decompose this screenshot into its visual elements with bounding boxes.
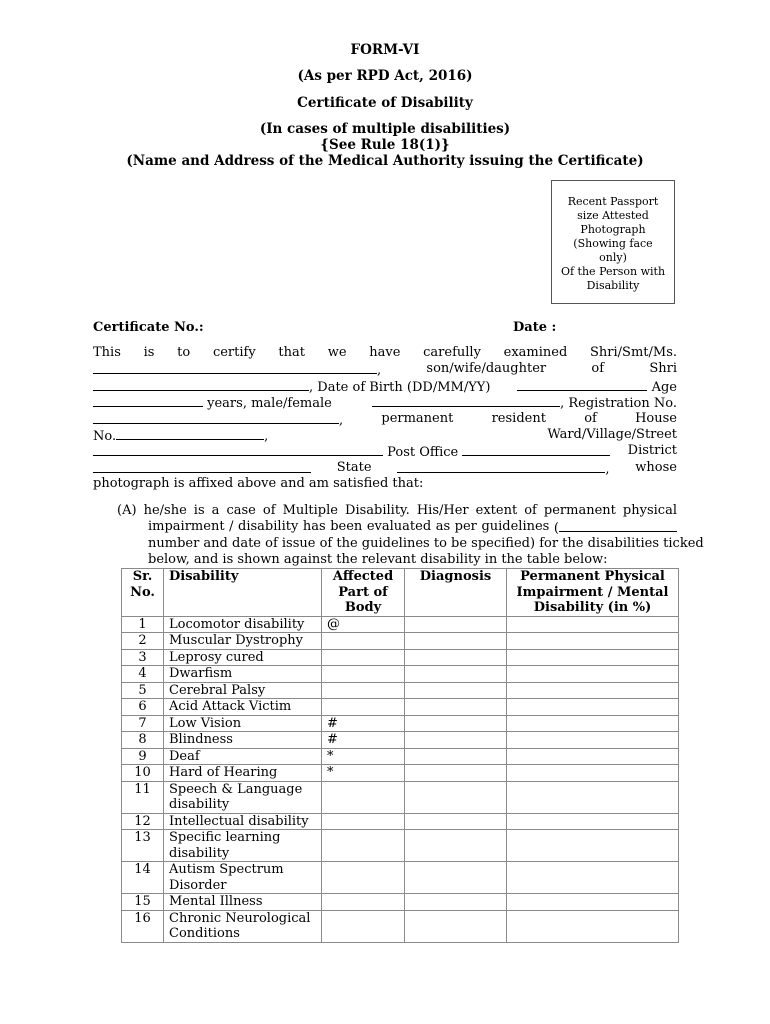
affected-part-cell[interactable]: * (322, 765, 405, 782)
text: have (369, 345, 401, 360)
text: below, and is shown against the relevant disability in the table below: (148, 552, 608, 568)
text: District (627, 443, 677, 459)
percentage-cell[interactable] (507, 813, 679, 830)
table-row (122, 830, 679, 862)
table-row (122, 894, 679, 911)
street-blank[interactable] (93, 443, 383, 456)
registration-blank[interactable] (372, 394, 560, 407)
text: certify (212, 345, 256, 360)
affected-part-header (322, 569, 405, 617)
text: extent (475, 503, 518, 518)
diagnosis-cell[interactable] (405, 732, 507, 749)
affected-part-cell[interactable]: @ (322, 616, 405, 633)
affected-part-cell[interactable] (322, 682, 405, 699)
text: per (454, 519, 477, 535)
table-row (122, 616, 679, 633)
percentage-cell[interactable] (507, 894, 679, 911)
text: No. (93, 428, 117, 444)
disability-cell (164, 666, 322, 683)
disability-name: Deaf (169, 748, 200, 764)
disability-name: Chronic Neurological (169, 910, 311, 926)
table-row (122, 862, 679, 894)
certify-line-6 (93, 427, 677, 443)
text: years, male/female (207, 396, 332, 412)
affected-part-cell[interactable] (322, 781, 405, 813)
text: House (635, 410, 677, 426)
text: Shri/Smt/Ms. (590, 345, 677, 360)
disability-name: Mental Illness (169, 894, 263, 909)
disability-cell (164, 699, 322, 716)
table-row (122, 781, 679, 813)
text: His/Her (416, 503, 469, 518)
text: , Date of Birth (DD/MM/YY) (309, 379, 491, 395)
para-marker: (A) (117, 503, 137, 518)
text: Shri (649, 361, 677, 377)
disability-cell (164, 781, 322, 813)
text: a (211, 503, 220, 518)
text: we (327, 345, 347, 360)
certify-line-7 (93, 443, 677, 459)
sr-no-cell: 15 (122, 894, 164, 911)
text: he/she (143, 503, 187, 518)
district-blank[interactable] (93, 460, 311, 473)
table-row (122, 748, 679, 765)
sr-no-cell: 13 (122, 830, 164, 862)
text: Permanent Physical (520, 569, 665, 584)
post-office-blank[interactable] (462, 443, 610, 456)
text: This (93, 345, 121, 360)
text: of (591, 361, 605, 377)
disability-cell (164, 732, 322, 749)
text: State (336, 459, 372, 475)
percentage-cell[interactable] (507, 781, 679, 813)
text: carefully (423, 345, 481, 360)
para-a-line-1 (117, 503, 677, 519)
percentage-cell[interactable] (507, 732, 679, 749)
text: Impairment / Mental (516, 584, 669, 600)
diagnosis-cell[interactable] (405, 894, 507, 911)
photo-box-line: Photograph (580, 223, 646, 236)
text: , Registration No. (560, 396, 677, 412)
sr-no-header (122, 569, 164, 617)
disability-cell (164, 682, 322, 699)
text: Body (344, 600, 382, 615)
percentage-cell[interactable] (507, 649, 679, 666)
affected-part-cell[interactable] (322, 813, 405, 830)
text: Multiple (282, 503, 338, 518)
text: disability (238, 519, 299, 535)
affected-part-cell[interactable] (322, 649, 405, 666)
permanent-impairment-header (507, 569, 679, 617)
text: , (605, 461, 610, 477)
certify-line-9 (93, 476, 677, 492)
text: Post Office (387, 445, 459, 461)
photo-box-line: Recent Passport (567, 195, 659, 208)
sr-no-cell: 1 (122, 616, 164, 633)
affected-part-cell[interactable]: # (322, 732, 405, 749)
disability-cell (164, 715, 322, 732)
certify-paragraph (93, 345, 677, 493)
table-row (122, 910, 679, 942)
form-number: FORM-VI (350, 42, 420, 58)
sr-no-cell: 16 (122, 910, 164, 942)
text: photograph is affixed above and am satisfied that: (93, 476, 424, 492)
photo-box (551, 180, 675, 304)
diagnosis-cell[interactable] (405, 748, 507, 765)
text: to (177, 345, 191, 360)
text: resident (491, 410, 546, 426)
text: Disability (in %) (533, 600, 652, 615)
disability-cell (164, 748, 322, 765)
certify-line-5 (93, 411, 677, 427)
diagnosis-cell[interactable] (405, 781, 507, 813)
text: case (226, 503, 256, 518)
text: physical (622, 503, 677, 518)
disability-cell (164, 813, 322, 830)
paragraph-a (117, 503, 704, 569)
text: as (435, 519, 451, 535)
disability-name: Locomotor disability (169, 616, 305, 632)
text: of (262, 503, 276, 518)
percentage-cell[interactable] (507, 666, 679, 683)
table-row (122, 682, 679, 699)
sr-no-cell: 4 (122, 666, 164, 683)
sr-no-cell: 12 (122, 813, 164, 830)
affected-part-cell[interactable] (322, 666, 405, 683)
text: of (524, 503, 537, 518)
disability-name: Autism Spectrum (169, 862, 284, 877)
table-row (122, 813, 679, 830)
disability-name: disability (169, 845, 230, 861)
text: Ward/Village/Street (547, 426, 677, 442)
disability-name: Dwarfism (169, 666, 233, 681)
photo-box-line: (Showing face (573, 237, 653, 250)
percentage-cell[interactable] (507, 699, 679, 716)
act-reference: (As per RPD Act, 2016) (297, 68, 473, 84)
disability-name: Low Vision (169, 715, 242, 731)
text: son/wife/daughter (426, 361, 547, 377)
disability-name: Speech & Language (169, 781, 303, 797)
photo-box-line: only) (599, 251, 627, 264)
disability-name: Cerebral Palsy (169, 682, 266, 698)
affected-part-cell[interactable] (322, 830, 405, 862)
diagnosis-cell[interactable] (405, 830, 507, 862)
affected-part-cell[interactable] (322, 862, 405, 894)
text: , (264, 428, 269, 444)
text: is (193, 503, 205, 518)
affected-part-cell[interactable] (322, 633, 405, 650)
text: No. (130, 584, 155, 600)
text: whose (635, 459, 677, 475)
text: Affected (332, 569, 394, 584)
percentage-cell[interactable] (507, 765, 679, 782)
text: examined (503, 345, 568, 360)
certificate-no-label: Certificate No.: (93, 320, 204, 335)
photo-box-line: Of the Person with (560, 265, 666, 278)
sr-no-cell: 3 (122, 649, 164, 666)
date-label: Date : (513, 320, 557, 335)
sr-no-cell: 10 (122, 765, 164, 782)
diagnosis-cell[interactable] (405, 910, 507, 942)
text: been (330, 519, 363, 535)
para-a-line-4 (117, 552, 677, 568)
text: guidelines (481, 519, 550, 535)
sr-no-cell: 14 (122, 862, 164, 894)
diagnosis-cell[interactable] (405, 813, 507, 830)
disability-name: Acid Attack Victim (169, 699, 292, 714)
disability-cell (164, 765, 322, 782)
guidelines-blank[interactable] (559, 519, 677, 532)
sr-no-cell: 6 (122, 699, 164, 716)
diagnosis-cell[interactable] (405, 616, 507, 633)
text: Disability. (345, 503, 410, 518)
text: Part of (338, 584, 388, 600)
affected-part-cell[interactable]: # (322, 715, 405, 732)
certify-line-8 (93, 460, 677, 476)
sr-no-cell: 2 (122, 633, 164, 650)
registration-no-blank[interactable] (93, 411, 339, 424)
disability-name: Muscular Dystrophy (169, 633, 304, 648)
age-blank[interactable] (93, 394, 203, 407)
disability-name: disability (169, 797, 230, 812)
disability-cell (164, 894, 322, 911)
diagnosis-cell[interactable] (405, 666, 507, 683)
diagnosis-cell[interactable] (405, 633, 507, 650)
para-a-line-2 (117, 519, 677, 535)
diagnosis-header: Diagnosis (405, 569, 507, 617)
rule-reference: {See Rule 18(1)} (320, 137, 450, 153)
dob-blank[interactable] (517, 378, 647, 391)
sr-no-cell: 11 (122, 781, 164, 813)
photo-box-line: size Attested (577, 209, 649, 222)
sr-no-cell: 9 (122, 748, 164, 765)
diagnosis-cell[interactable] (405, 862, 507, 894)
percentage-cell[interactable] (507, 633, 679, 650)
disability-name: Conditions (169, 926, 240, 941)
affected-part-cell[interactable]: * (322, 748, 405, 765)
text: Age (651, 379, 677, 395)
disability-cell (164, 649, 322, 666)
percentage-cell[interactable] (507, 715, 679, 732)
affected-part-cell[interactable] (322, 894, 405, 911)
text: that (278, 345, 305, 360)
table-row (122, 715, 679, 732)
certify-line-3 (93, 378, 677, 394)
disability-table (121, 568, 679, 943)
diagnosis-cell[interactable] (405, 682, 507, 699)
text: has (302, 519, 326, 535)
certify-line-4 (93, 394, 677, 410)
disability-name: Hard of Hearing (169, 765, 278, 780)
state-blank[interactable] (397, 460, 605, 473)
text: evaluated (366, 519, 432, 535)
diagnosis-cell[interactable] (405, 699, 507, 716)
father-name-blank[interactable] (93, 378, 309, 391)
certificate-title: Certificate of Disability (297, 95, 473, 111)
percentage-cell[interactable] (507, 830, 679, 862)
text: permanent (543, 503, 616, 518)
table-row (122, 765, 679, 782)
case-type: (In cases of multiple disabilities) (259, 121, 511, 137)
percentage-cell[interactable] (507, 682, 679, 699)
text: is (143, 345, 155, 360)
disability-table-body (122, 616, 679, 942)
table-row (122, 732, 679, 749)
affected-part-cell[interactable] (322, 910, 405, 942)
percentage-cell[interactable] (507, 748, 679, 765)
disability-cell (164, 910, 322, 942)
percentage-cell[interactable] (507, 862, 679, 894)
affected-part-cell[interactable] (322, 699, 405, 716)
name-blank[interactable] (93, 361, 377, 374)
sr-no-cell: 5 (122, 682, 164, 699)
text: / (229, 519, 234, 535)
text: impairment (148, 519, 225, 535)
text: number and date of issue of the guidelines to be specified) for the disabilities ticked (148, 535, 704, 551)
table-row (122, 699, 679, 716)
text: of (584, 410, 597, 426)
diagnosis-cell[interactable] (405, 649, 507, 666)
disability-cell (164, 830, 322, 862)
percentage-cell[interactable] (507, 616, 679, 633)
table-row (122, 649, 679, 666)
authority-line: (Name and Address of the Medical Authority issuing the Certificate) (126, 153, 644, 169)
house-no-blank[interactable] (116, 427, 264, 440)
disability-name: Disorder (169, 877, 227, 893)
text: ( (553, 521, 559, 537)
table-header-row (122, 569, 679, 617)
disability-cell (164, 862, 322, 894)
text: Sr. (132, 569, 153, 584)
disability-cell (164, 633, 322, 650)
certify-line-2 (93, 361, 677, 377)
disability-header: Disability (164, 569, 322, 617)
para-a-line-3 (117, 535, 704, 552)
percentage-cell[interactable] (507, 910, 679, 942)
table-row (122, 666, 679, 683)
certify-line-1 (93, 345, 677, 361)
sr-no-cell: 7 (122, 715, 164, 732)
disability-name: Leprosy cured (169, 649, 264, 665)
disability-name: Blindness (169, 732, 233, 747)
disability-name: Specific learning (169, 830, 281, 845)
disability-cell (164, 616, 322, 633)
sr-no-cell: 8 (122, 732, 164, 749)
diagnosis-cell[interactable] (405, 715, 507, 732)
disability-name: Intellectual disability (169, 813, 309, 829)
table-row (122, 633, 679, 650)
diagnosis-cell[interactable] (405, 765, 507, 782)
text: , (377, 363, 382, 379)
photo-box-line: Disability (586, 279, 640, 292)
text: permanent (381, 410, 454, 426)
text: , (339, 412, 344, 428)
